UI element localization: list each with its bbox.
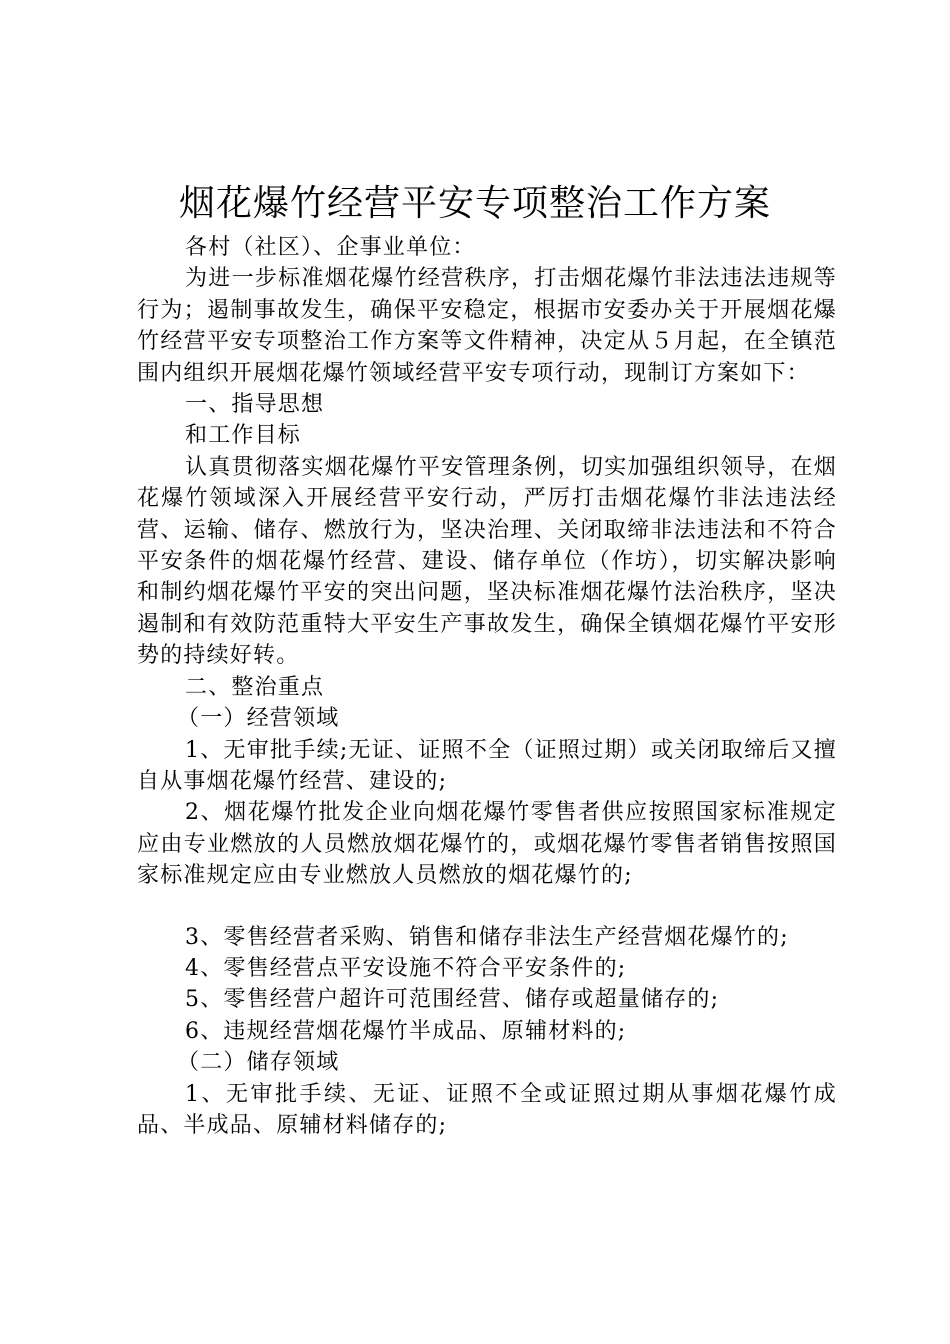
list-item: 1、无审批手续;无证、证照不全（证照过期）或关闭取缔后又擅自从事烟花爆竹经营、建设的; <box>137 737 837 794</box>
document-title: 烟花爆竹经营平安专项整治工作方案 <box>178 183 771 224</box>
list-item: 4、零售经营点平安设施不符合平安条件的; <box>185 955 627 981</box>
list-item: 1、无审批手续、无证、证照不全或证照过期从事烟花爆竹成品、半成品、原辅材料储存的; <box>137 1081 837 1138</box>
list-item: 2、烟花爆竹批发企业向烟花爆竹零售者供应按照国家标准规定应由专业燃放的人员燃放烟花爆竹的，或烟花爆竹零售者销售按照国家标准规定应由专业燃放人员燃放的烟花爆竹的; <box>137 800 837 889</box>
list-item: 3、零售经营者采购、销售和储存非法生产经营烟花爆竹的; <box>185 924 789 950</box>
subsection-heading-1: （一）经营领域 <box>177 706 340 732</box>
section-heading-1-cont: 和工作目标 <box>185 423 302 449</box>
document-body <box>137 232 837 1141</box>
salutation: 各村（社区）、企事业单位： <box>185 235 476 260</box>
list-item: 6、违规经营烟花爆竹半成品、原辅材料的; <box>185 1018 627 1044</box>
section-heading-1: 一、指导思想 <box>185 392 325 418</box>
list-item: 5、零售经营户超许可范围经营、储存或超量储存的; <box>185 987 720 1013</box>
section-heading-2: 二、整治重点 <box>185 674 325 700</box>
subsection-heading-2: （二）储存领域 <box>177 1050 340 1076</box>
intro-paragraph: 为进一步标准烟花爆竹经营秩序，打击烟花爆竹非法违法违规等行为；遏制事故发生，确保平安稳定，根据市安委办关于开展烟花爆竹经营平安专项整治工作方案等文件精神，决定从５月起，在全镇范围内组织开展烟花爆竹领域经营平安专项行动，现制订方案如下： <box>137 266 837 386</box>
goals-paragraph: 认真贯彻落实烟花爆竹平安管理条例，切实加强组织领导，在烟花爆竹领域深入开展经营平安行动，严厉打击烟花爆竹非法违法经营、运输、储存、燃放行为，坚决治理、关闭取缔非法违法和不符合平安条件的烟花爆竹经营、建设、储存单位（作坊），切实解决影响和制约烟花爆竹平安的突出问题，坚决标准烟花爆竹法治秩序，坚决遏制和有效防范重特大平安生产事故发生，确保全镇烟花爆竹平安形势的持续好转。 <box>137 454 837 669</box>
blank-line <box>137 892 837 922</box>
